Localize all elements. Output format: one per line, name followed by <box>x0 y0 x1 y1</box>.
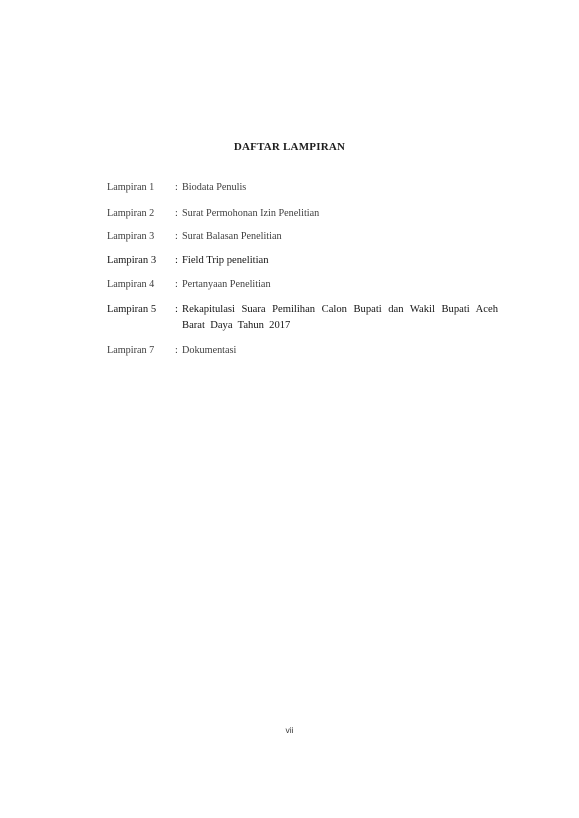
page-number: vii <box>285 725 294 735</box>
separator-colon: : <box>175 304 178 315</box>
appendix-label: Lampiran 3 <box>107 255 157 266</box>
appendix-label: Lampiran 1 <box>107 182 155 193</box>
appendix-description: Pertanyaan Penelitian <box>182 279 271 290</box>
appendix-label: Lampiran 5 <box>107 304 157 315</box>
page-title: DAFTAR LAMPIRAN <box>233 141 346 153</box>
separator-colon: : <box>175 255 178 266</box>
appendix-description: Field Trip penelitian <box>182 255 269 266</box>
appendix-description: Surat Permohonan Izin Penelitian <box>182 208 320 219</box>
separator-colon: : <box>175 279 178 290</box>
separator-colon: : <box>175 208 178 219</box>
separator-colon: : <box>175 345 178 356</box>
appendix-label: Lampiran 2 <box>107 208 155 219</box>
appendix-description: Surat Balasan Penelitian <box>182 231 282 242</box>
appendix-description: Rekapitulasi Suara Pemilihan Calon Bupati dan Wakil Bupati Aceh Barat Daya Tahun 2017 <box>182 304 498 331</box>
separator-colon: : <box>175 231 178 242</box>
appendix-description: Biodata Penulis <box>182 182 247 193</box>
appendix-label: Lampiran 3 <box>107 231 155 242</box>
appendix-label: Lampiran 4 <box>107 279 155 290</box>
appendix-label: Lampiran 7 <box>107 345 155 356</box>
separator-colon: : <box>175 182 178 193</box>
appendix-description: Dokumentasi <box>182 345 237 356</box>
